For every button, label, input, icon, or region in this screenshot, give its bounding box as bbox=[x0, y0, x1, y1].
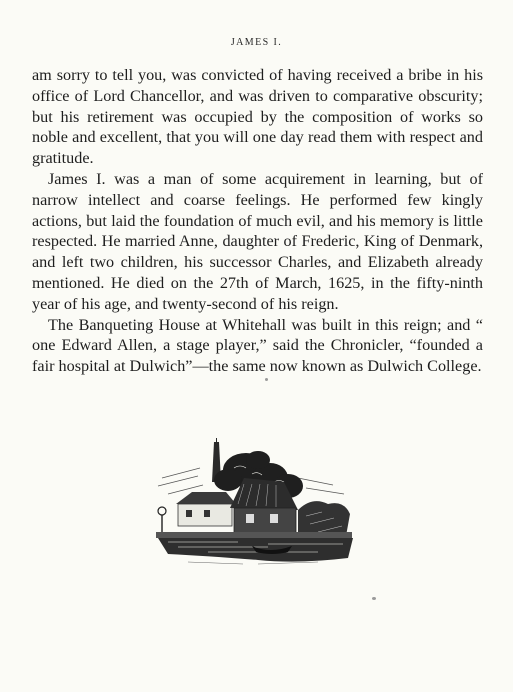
paragraph: James I. was a man of some acquirement in learning, but of narrow intellect and coarse feelings. He performed few kingly actions, but laid the foundation of much evil, and his memory is little respected. He married Anne, daughter of Frederic, King of Denmark, and left two children, his successor Charles, and Elizabeth already mentioned. He died on the 27th of March, 1625, in the fifty-ninth year of his age, and twenty-second of his reign. bbox=[32, 169, 483, 313]
paragraph: The Banqueting House at Whitehall was built in this reign; and “ one Edward Allen, a stage player,” said the Chronicler, “founded a fair hospital at Dulwich”—the same now known as Dulwich College. bbox=[32, 315, 483, 376]
rocky-bank bbox=[298, 501, 350, 536]
barn-wall bbox=[234, 508, 296, 534]
body-text bbox=[32, 65, 483, 377]
ink-speck bbox=[372, 597, 376, 600]
cottage-roof bbox=[176, 492, 236, 504]
ink-speck bbox=[265, 378, 268, 381]
running-head: JAMES I. bbox=[230, 37, 283, 48]
paragraph: am sorry to tell you, was convicted of having received a bribe in his office of Lord Chancellor, and was driven to comparative obscurity; but his retirement was occupied by the composition of works so noble and excellent, that you will one day read them with respect and gratitude. bbox=[32, 66, 483, 168]
landscape-vignette-illustration bbox=[148, 438, 363, 570]
